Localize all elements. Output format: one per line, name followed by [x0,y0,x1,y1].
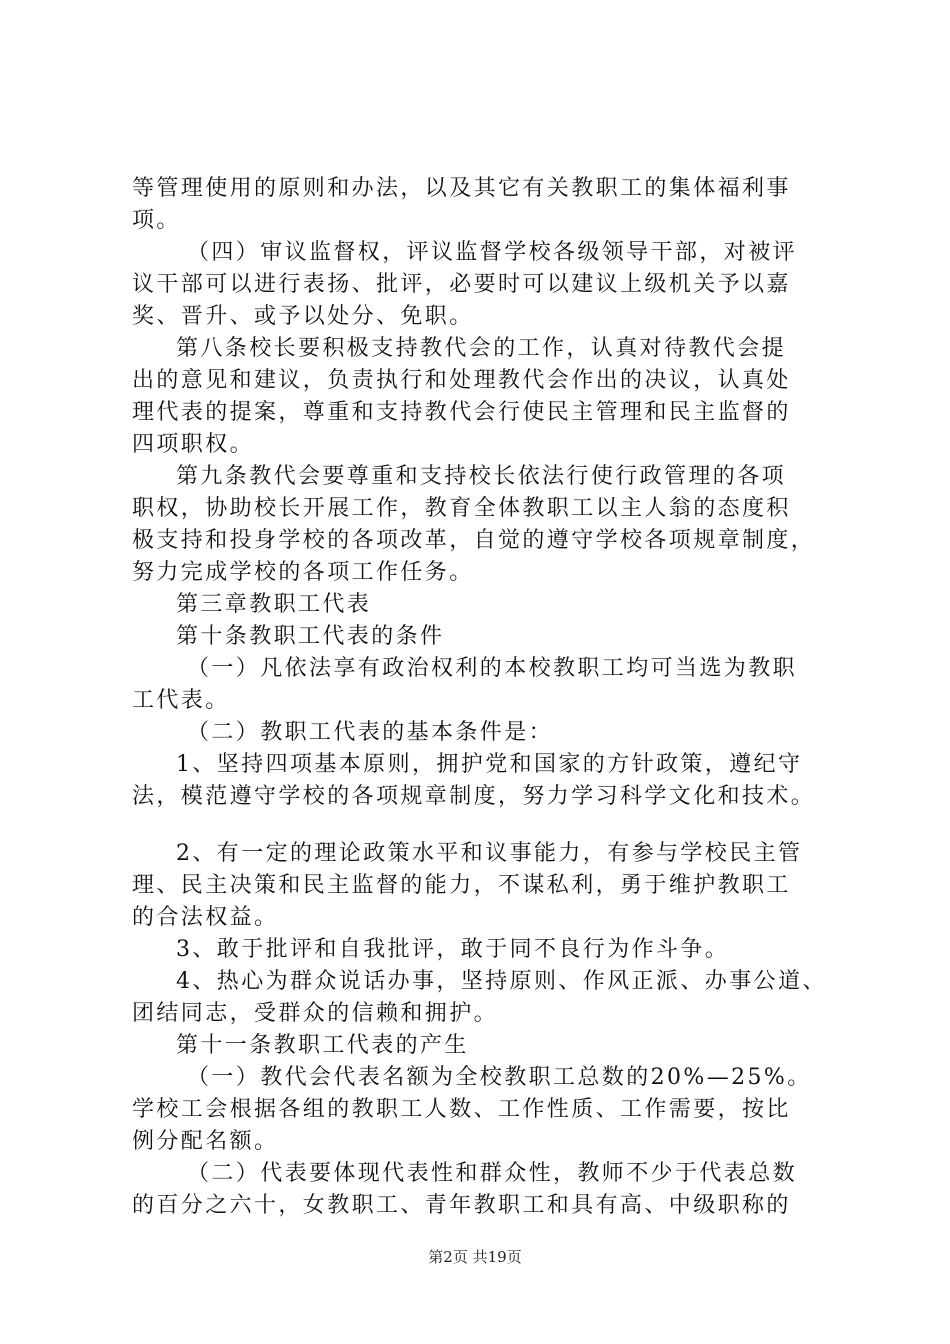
text-line: 奖、晋升、或予以处分、免职。 [132,304,474,329]
text-line: 四项职权。 [132,432,255,457]
text-line: 理、民主决策和民主监督的能力，不谋私利，勇于维护教职工 [132,873,791,898]
chapter-heading: 第三章教职工代表 [176,592,372,617]
text-line: 议干部可以进行表扬、批评，必要时可以建议上级机关予以嘉 [132,272,791,297]
text-line: 极支持和投身学校的各项改革，自觉的遵守学校各项规章制度， [132,528,816,553]
text-line: 的合法权益。 [132,905,279,930]
text-line: （一）教代会代表名额为全校教职工总数的20%—25%。 [187,1065,812,1090]
document-body [132,173,852,1222]
text-line: 第九条教代会要尊重和支持校长依法行使行政管理的各项 [176,464,787,489]
text-line: 工代表。 [132,688,230,713]
text-line: 3、敢于批评和自我批评，敢于同不良行为作斗争。 [176,937,730,962]
text-line: 4、热心为群众说话办事，坚持原则、作风正派、办事公道、 [176,969,827,994]
text-line: 学校工会根据各组的教职工人数、工作性质、工作需要，按比 [132,1097,791,1122]
text-line: 1、坚持四项基本原则，拥护党和国家的方针政策，遵纪守 [176,752,803,777]
text-line: 法，模范遵守学校的各项规章制度，努力学习科学文化和技术。 [132,784,816,809]
text-line: （二）教职工代表的基本条件是： [187,720,554,745]
text-line: 项。 [132,208,181,233]
text-line: 团结同志，受群众的信赖和拥护。 [132,1001,499,1026]
text-line: 努力完成学校的各项工作任务。 [132,560,474,585]
text-line: 例分配名额。 [132,1129,279,1154]
text-line: 第八条校长要积极支持教代会的工作，认真对待教代会提 [176,336,787,361]
text-line: 等管理使用的原则和办法，以及其它有关教职工的集体福利事 [132,176,791,201]
text-line: 理代表的提案，尊重和支持教代会行使民主管理和民主监督的 [132,400,791,425]
text-line: 职权，协助校长开展工作，教育全体教职工以主人翁的态度积 [132,496,791,521]
text-line: 出的意见和建议，负责执行和处理教代会作出的决议，认真处 [132,368,791,393]
text-line: （四）审议监督权，评议监督学校各级领导干部，对被评 [187,240,798,265]
article-heading: 第十一条教职工代表的产生 [176,1033,469,1058]
text-line: 2、有一定的理论政策水平和议事能力，有参与学校民主管 [176,841,803,866]
text-line: 的百分之六十，女教职工、青年教职工和具有高、中级职称的 [132,1193,791,1218]
article-heading: 第十条教职工代表的条件 [176,624,445,649]
text-line: （二）代表要体现代表性和群众性，教师不少于代表总数 [187,1161,798,1186]
page-number-footer: 第2页 共19页 [428,1248,522,1266]
text-line: （一）凡依法享有政治权利的本校教职工均可当选为教职 [187,656,798,681]
